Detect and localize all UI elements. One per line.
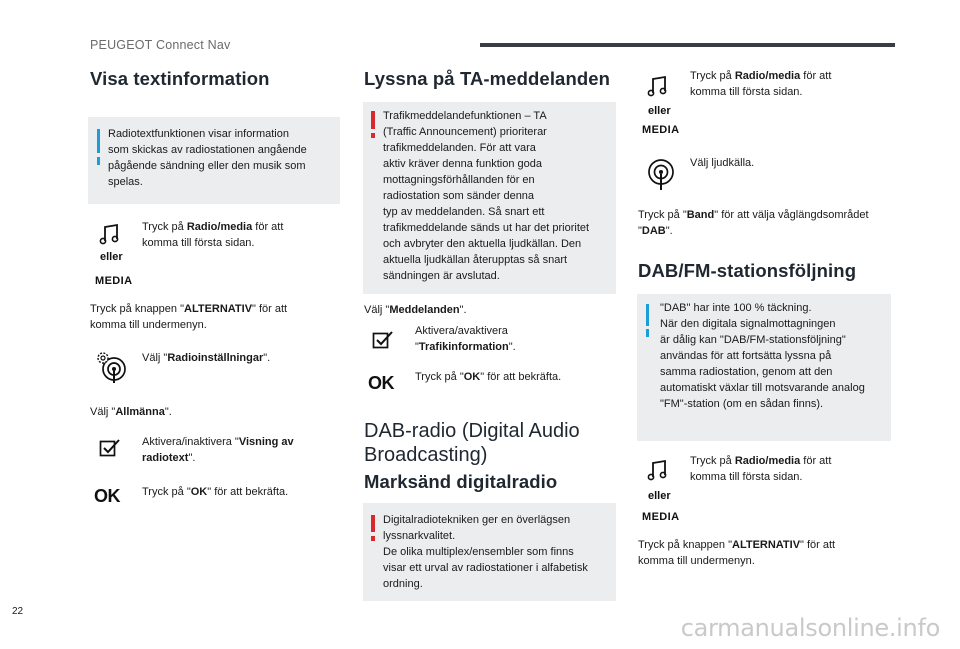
ok-icon: OK: [94, 486, 120, 506]
general-instruction: Välj "Allmänna".: [90, 406, 172, 418]
warning-icon-top: [371, 111, 375, 129]
checkbox-icon: [99, 438, 123, 458]
radiotext-toggle-instruction: Aktivera/inaktivera "Visning av radiotext".: [142, 436, 294, 464]
watermark: carmanualsonline.info: [680, 614, 940, 642]
radio-media-instruction: Tryck på Radio/media för att komma till första sidan.: [690, 455, 832, 483]
warning-note-box: [363, 102, 616, 294]
ok-icon: OK: [368, 373, 394, 393]
info-icon-dot: [97, 157, 100, 165]
warning-note-box: [363, 503, 616, 601]
eller-label: eller: [648, 105, 671, 117]
ok-confirm-instruction: Tryck på "OK" för att bekräfta.: [142, 486, 289, 498]
media-label: MEDIA: [642, 124, 680, 136]
info-icon-top: [97, 129, 100, 153]
music-note-icon: [646, 458, 670, 482]
radio-media-instruction: Tryck på Radio/media för att komma till första sidan.: [142, 221, 284, 249]
section-title-dab-fm: DAB/FM-stationsföljning: [638, 260, 857, 281]
info-icon-dot: [646, 329, 649, 337]
subsection-title-digital-radio: Marksänd digitalradio: [364, 471, 558, 492]
messages-instruction: Välj "Meddelanden".: [364, 304, 467, 316]
alternativ-instruction: Tryck på knappen "ALTERNATIV" för att komma till undermenyn.: [90, 303, 288, 331]
eller-label: eller: [648, 490, 671, 502]
radio-settings-instruction: Välj "Radioinställningar".: [142, 352, 271, 364]
audio-source-icon: [646, 157, 676, 191]
music-note-icon: [98, 222, 122, 246]
music-note-icon: [646, 74, 670, 98]
section-title-ta: Lyssna på TA-meddelanden: [364, 68, 611, 89]
section-title-dab: DAB-radio (Digital Audio Broadcasting): [364, 420, 580, 466]
band-instruction: Tryck på "Band" för att välja våglängdsområdet "DAB".: [638, 209, 869, 237]
warning-icon-dot: [371, 536, 375, 541]
brand-header: PEUGEOT Connect Nav: [90, 38, 231, 52]
select-audio-source: Välj ljudkälla.: [690, 157, 755, 169]
checkbox-icon: [372, 330, 396, 350]
info-note-box: [637, 294, 891, 441]
header-divider: [480, 43, 895, 47]
eller-label: eller: [100, 251, 123, 263]
info-note-box: [88, 117, 340, 204]
alternativ-instruction: Tryck på knappen "ALTERNATIV" för att komma till undermenyn.: [638, 539, 836, 567]
media-label: MEDIA: [95, 275, 133, 287]
radio-media-instruction: Tryck på Radio/media för att komma till första sidan.: [690, 70, 832, 98]
radio-settings-icon: [95, 350, 129, 384]
page-number: 22: [12, 606, 24, 617]
warning-icon-dot: [371, 133, 375, 138]
info-note-text: Radiotextfunktionen visar information som skickas av radiostationen angående pågående sändning eller den musik som spelas.: [108, 128, 307, 188]
warning-icon-top: [371, 515, 375, 532]
info-note-text: "DAB" har inte 100 % täckning. När den digitala signalmottagningen är dålig kan "DAB/FM-stationsföljning" användas för att fortsätta lyssna på samma radiostation, genom att den automatiskt växlar till motsvarande analog "FM"-station (om en sådan finns).: [660, 302, 865, 410]
warning-note-text: Digitalradiotekniken ger en överlägsen lyssnarkvalitet. De olika multiplex/ensembler som finns visar ett urval av radiostationer i alfabetisk ordning.: [383, 514, 588, 590]
section-title-text-info: Visa textinformation: [90, 68, 270, 89]
info-icon-top: [646, 304, 649, 326]
media-label: MEDIA: [642, 511, 680, 523]
warning-note-text: Trafikmeddelandefunktionen – TA (Traffic Announcement) prioriterar trafikmeddelanden. För att vara aktiv kräver denna funktion goda mottagningsförhållanden för en radiostation som sänder denna typ av meddelanden. Så snart ett trafikmeddelande sänds ut har det prioritet och avbryter den aktuella ljudkällan. Den aktuella ljudkällan återupptas så snart sändningen är avslutad.: [383, 110, 590, 282]
ok-confirm-instruction: Tryck på "OK" för att bekräfta.: [415, 371, 562, 383]
traffic-info-toggle-instruction: Aktivera/avaktivera "Trafikinformation".: [415, 325, 516, 353]
